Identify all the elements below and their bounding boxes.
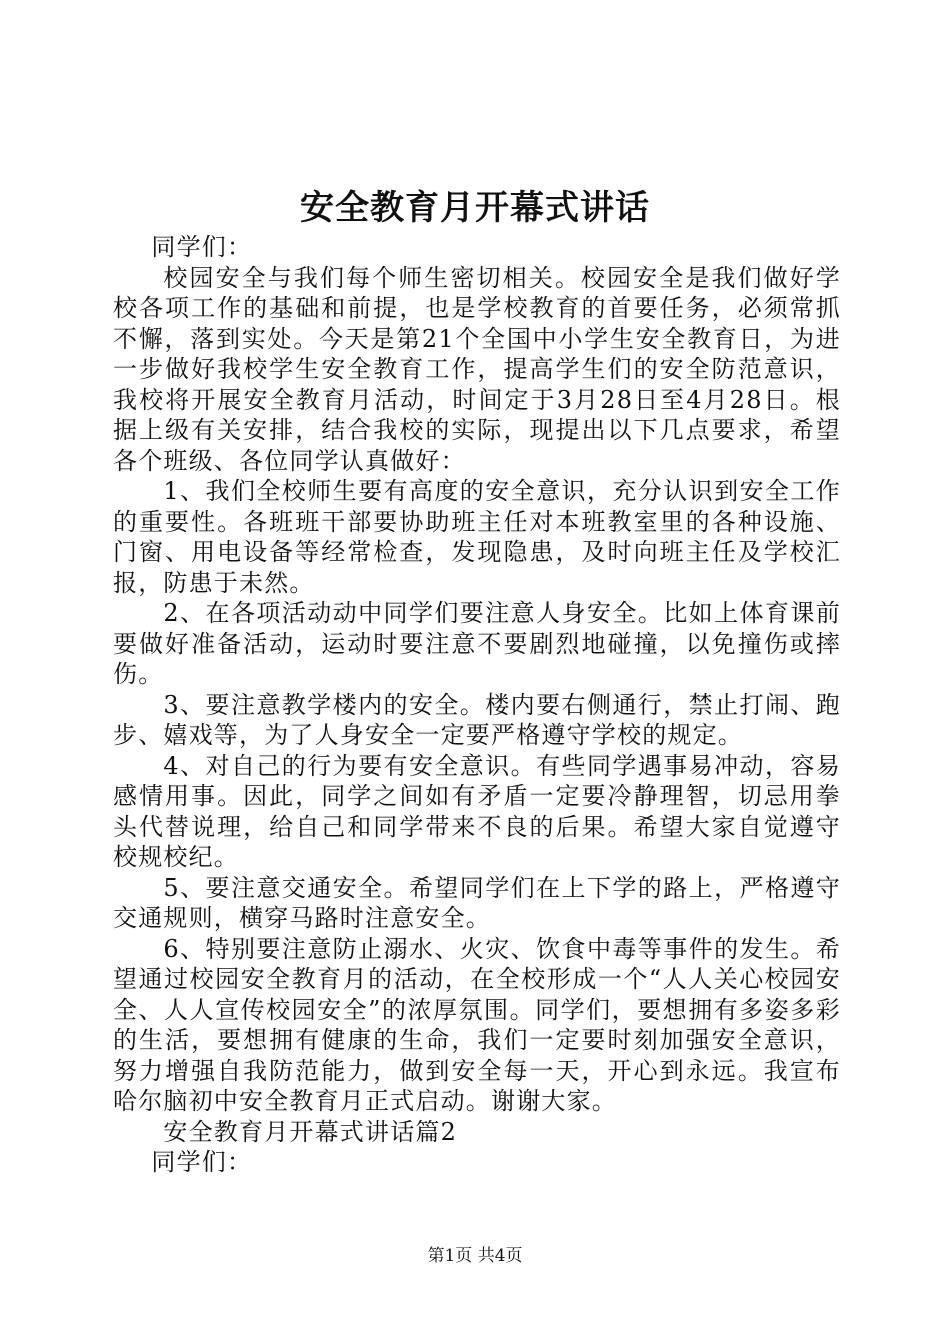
paragraph-item-1: 1、我们全校师生要有高度的安全意识，充分认识到安全工作的重要性。各班班干部要协助班主任对本班教室里的各种设施、门窗、用电设备等经常检查，发现隐患，及时向班主任及学校汇报，防患于未然。 [113,477,841,597]
paragraph-item-4: 4、对自己的行为要有安全意识。有些同学遇事易冲动，容易感情用事。因此，同学之间如有矛盾一定要冷静理智，切忌用拳头代替说理，给自己和同学带来不良的后果。希望大家自觉遵守校规校纪。 [113,751,841,871]
paragraph-intro: 校园安全与我们每个师生密切相关。校园安全是我们做好学校各项工作的基础和前提，也是学校教育的首要任务，必须常抓不懈，落到实处。今天是第21个全国中小学生安全教育日，为进一步做好我校学生安全教育工作，提高学生们的安全防范意识，我校将开展安全教育月活动，时间定于3月28日至4月28日。根据上级有关安排，结合我校的实际，现提出以下几点要求，希望各个班级、各位同学认真做好： [113,263,841,475]
section-heading-2: 安全教育月开幕式讲话篇2 [163,1117,458,1146]
paragraph-item-6: 6、特别要注意防止溺水、火灾、饮食中毒等事件的发生。希望通过校园安全教育月的活动，在全校形成一个“人人关心校园安全、人人宣传校园安全”的浓厚氛围。同学们，要想拥有多姿多彩的生活，要想拥有健康的生命，我们一定要时刻加强安全意识，努力增强自我防范能力，做到安全每一天，开心到永远。我宣布哈尔脑初中安全教育月正式启动。谢谢大家。 [113,934,841,1115]
salutation-2: 同学们： [151,1148,253,1176]
document-title: 安全教育月开幕式讲话 [300,188,650,228]
paragraph-item-3: 3、要注意教学楼内的安全。楼内要右侧通行，禁止打闹、跑步、嬉戏等，为了人身安全一定要严格遵守学校的规定。 [113,690,841,749]
paragraph-item-5: 5、要注意交通安全。希望同学们在上下学的路上，严格遵守交通规则，横穿马路时注意安全。 [113,873,841,932]
paragraph-item-2: 2、在各项活动动中同学们要注意人身安全。比如上体育课前要做好准备活动，运动时要注意不要剧烈地碰撞，以免撞伤或摔伤。 [113,599,841,688]
salutation: 同学们： [151,233,253,261]
page-footer: 第1页 共4页 [427,1246,523,1266]
document-body [113,232,841,1178]
